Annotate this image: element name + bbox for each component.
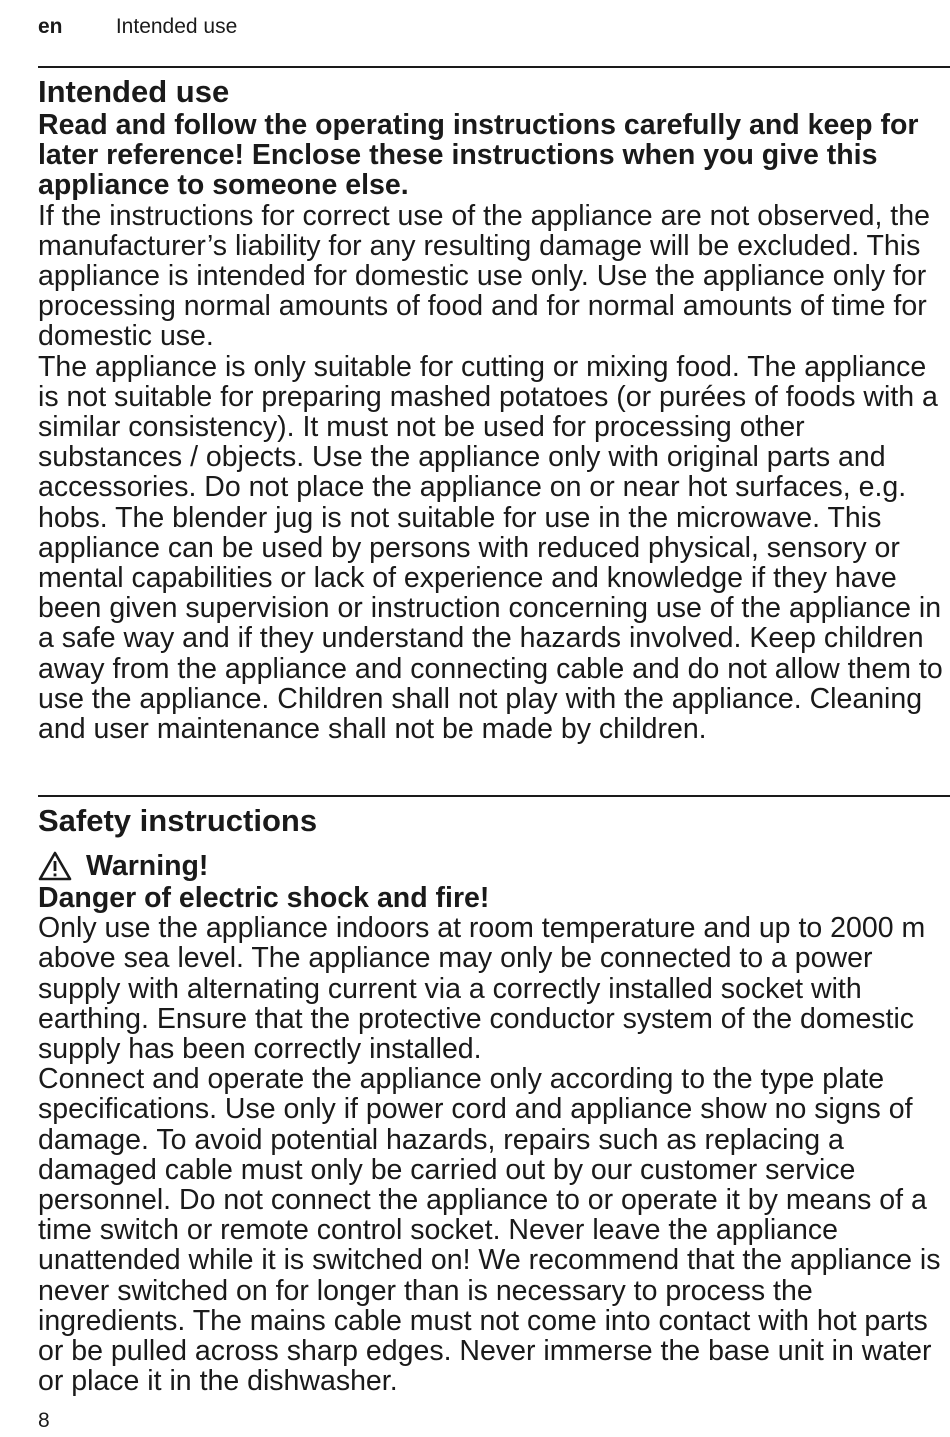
page-number: 8: [38, 1409, 50, 1432]
page-header: [38, 14, 237, 44]
section-divider-safety: [38, 795, 950, 797]
running-title: Intended use: [115, 15, 238, 38]
intended-use-paragraph-2: The appliance is only suitable for cutting or mixing food. The appliance is not suitable for preparing mashed potatoes (or purées of foods with a similar consistency). It must not be used for processing other substances / objects. Use the appliance only with original parts and accessories. Do not place the appliance on or near hot surfaces, e.g. hobs. The blender jug is not suitable for use in the microwave. This appliance can be used by persons with reduced physical, sensory or mental capabilities or lack of experience and knowledge if they have been given supervision or instruction concerning use of the appliance in a safe way and if they understand the hazards involved. Keep children away from the appliance and connecting cable and do not allow them to use the appliance. Children shall not play with the appliance. Cleaning and user maintenance shall not be made by children.: [38, 350, 943, 746]
safety-paragraph-2: Connect and operate the appliance only according to the type plate specifications. Use only if power cord and appliance show no signs of damage. To avoid potential hazards, repairs such as replacing a damaged cable must only be carried out by our customer service personnel. Do not connect the appliance to or operate it by means of a time switch or remote control socket. Never leave the appliance unattended while it is switched on! We recommend that the appliance is never switched on for longer than is necessary to process the ingredients. The mains cable must not come into contact with hot parts or be pulled across sharp edges. Never immerse the base unit in water or place it in the dishwasher.: [38, 1063, 941, 1398]
intended-use-paragraph-1: If the instructions for correct use of the appliance are not observed, the manufacturer’s liability for any resulting damage will be excluded. This appliance is intended for domestic use only. Use the appliance only for processing normal amounts of food and for normal amounts of time for domestic use.: [38, 199, 930, 353]
intended-use-lead: Read and follow the operating instructions carefully and keep for later reference! Enclose these instructions when you give this appliance to someone else.: [38, 109, 919, 202]
warning-triangle-icon: [38, 851, 72, 881]
section-divider-top: [38, 66, 950, 68]
warning-label: Warning!: [86, 850, 209, 882]
intended-use-heading: Intended use: [38, 74, 230, 109]
language-code: en: [38, 15, 63, 38]
safety-paragraph-1: Only use the appliance indoors at room temperature and up to 2000 m above sea level. The appliance may only be connected to a power supply with alternating current via a correctly installed socket with earthing. Ensure that the protective conductor system of the domestic supply has been correctly installed.: [38, 912, 926, 1066]
danger-title: Danger of electric shock and fire!: [38, 882, 490, 914]
safety-section: [38, 803, 946, 1396]
safety-heading: Safety instructions: [38, 803, 318, 838]
warning-line: [38, 849, 946, 883]
intended-use-section: [38, 74, 946, 744]
